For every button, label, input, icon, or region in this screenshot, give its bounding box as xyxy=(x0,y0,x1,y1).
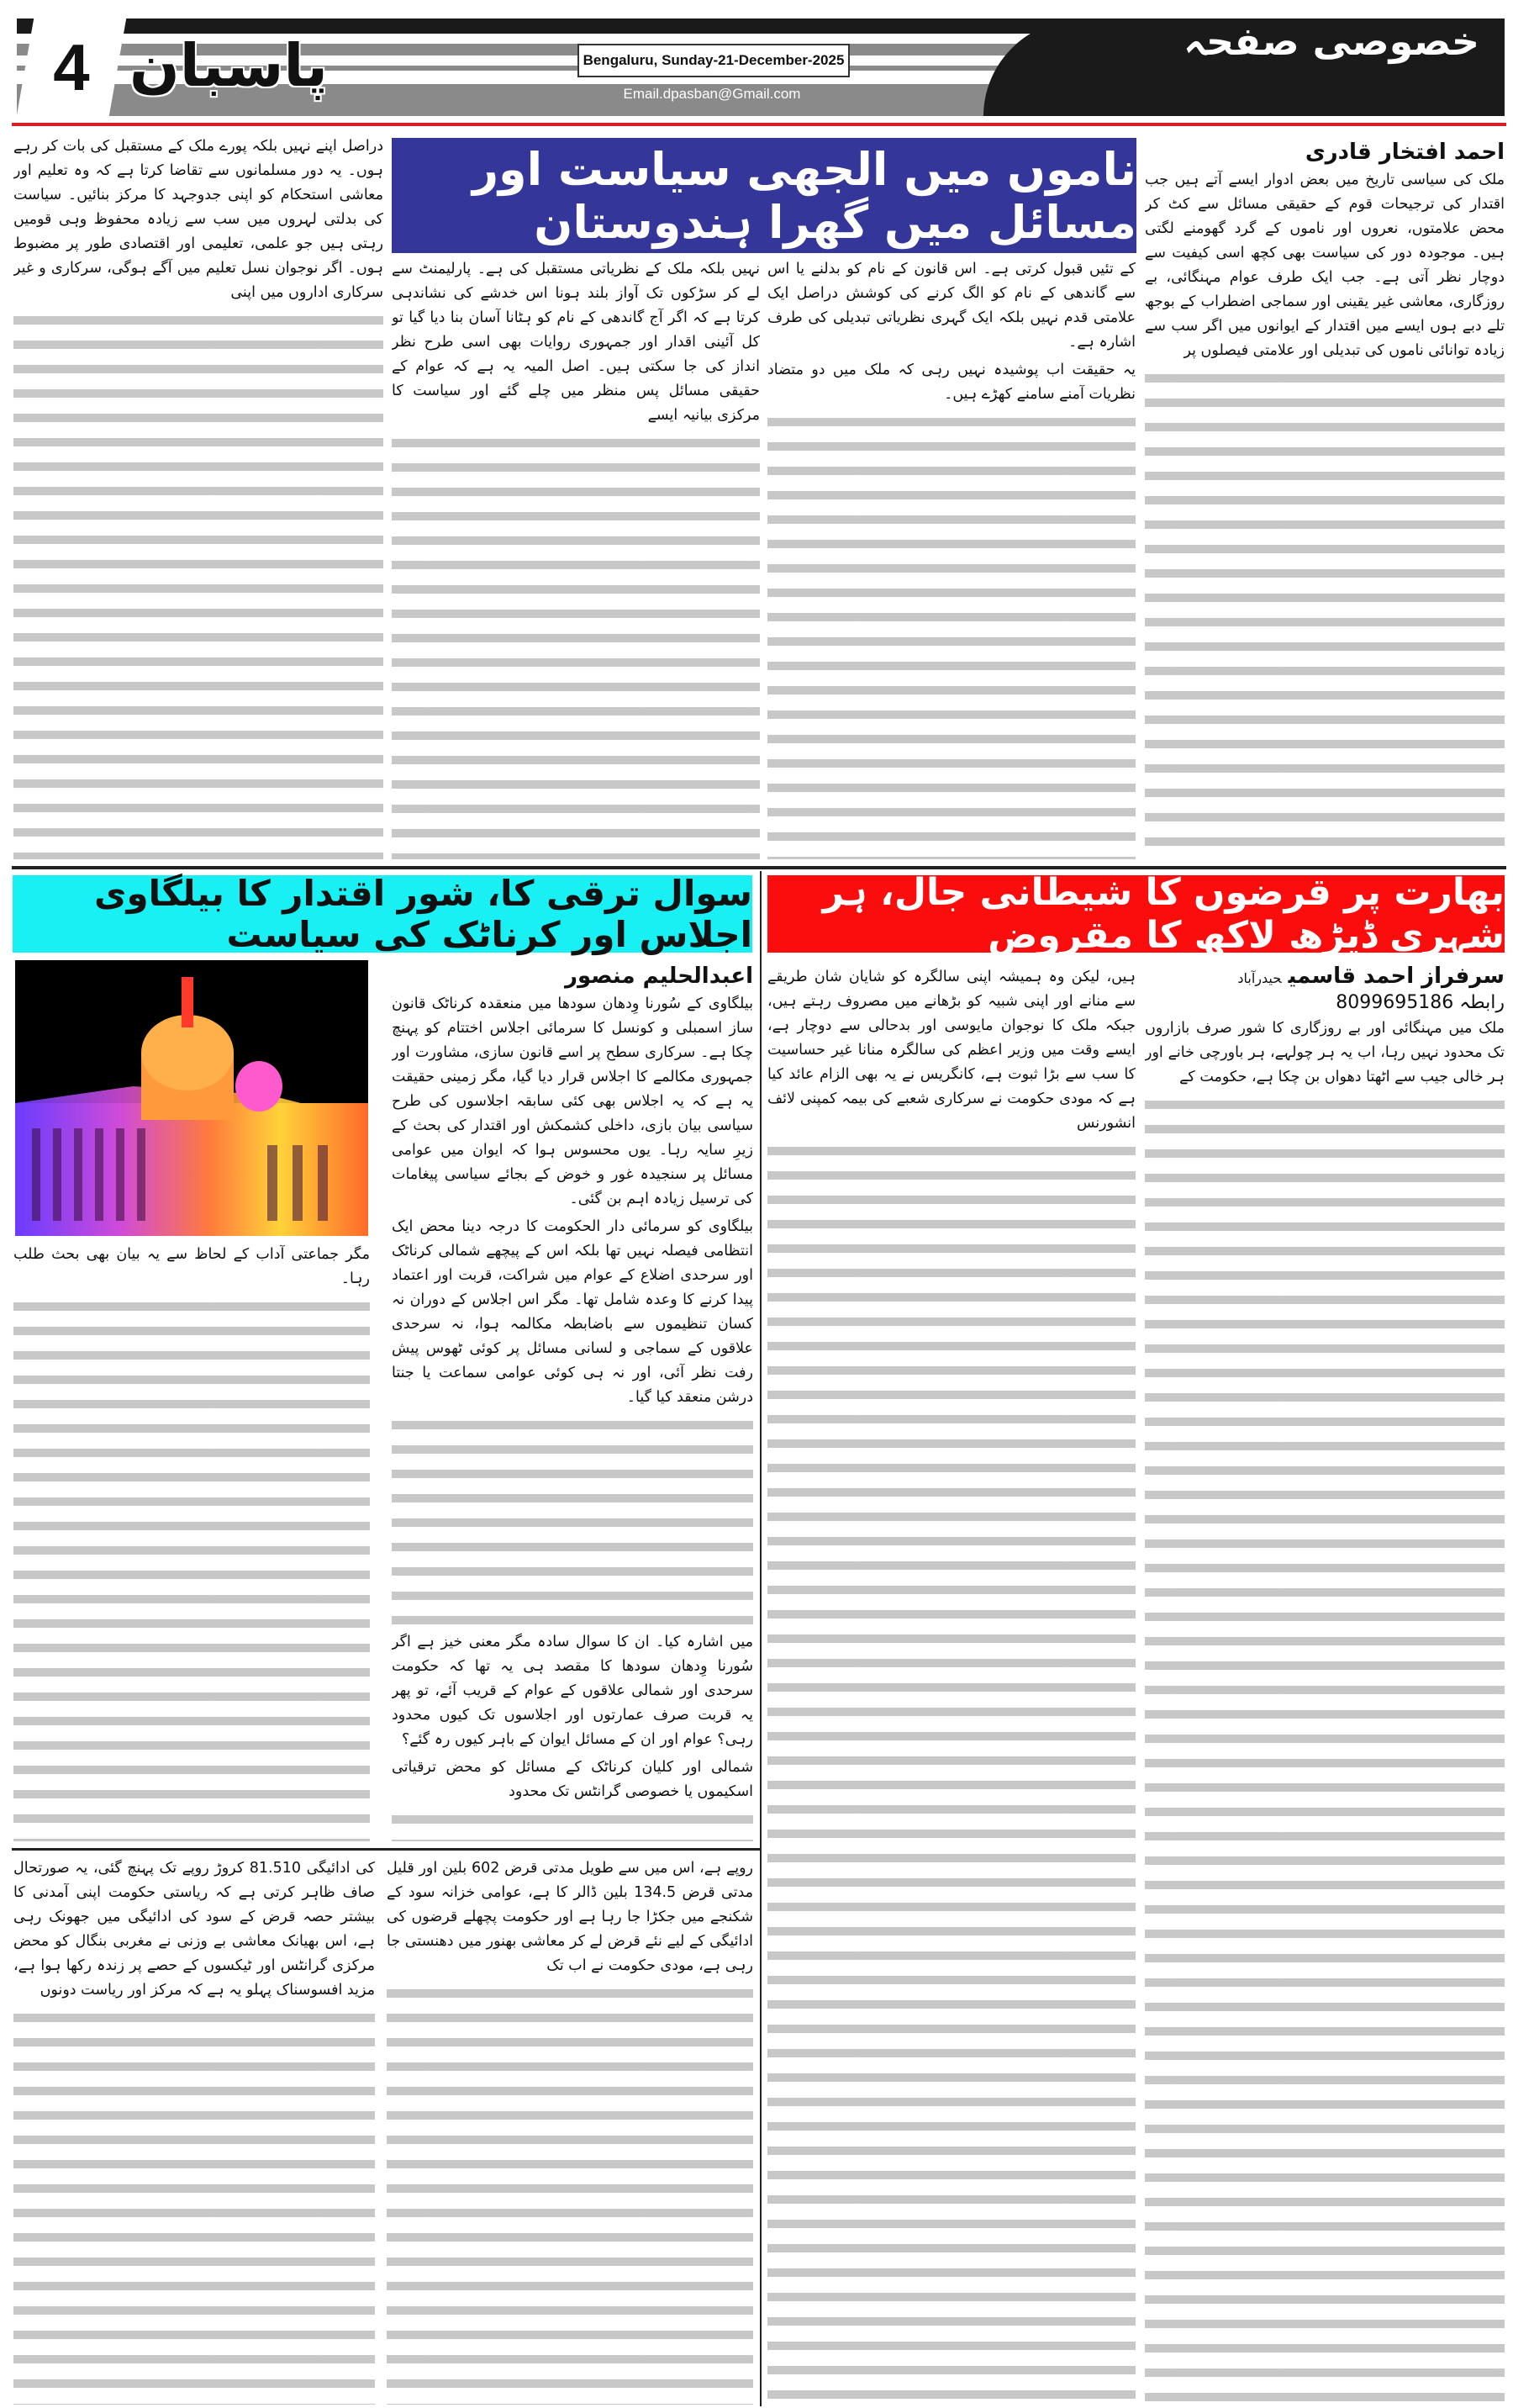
article-column xyxy=(1145,135,1505,859)
header-rule xyxy=(12,123,1506,126)
masthead xyxy=(17,18,1505,116)
section-divider xyxy=(12,866,1506,869)
text-continuation xyxy=(392,431,760,859)
article-column xyxy=(13,1856,375,2405)
headline: سوال ترقی کا، شور اقتدار کا بیلگاوی اجلاس اور کرناٹک کی سیاست xyxy=(94,873,752,955)
paragraph: بیلگاوی کو سرمائی دار الحکومت کا درجہ دینا محض ایک انتظامی فیصلہ نہیں تھا بلکہ اس کے پیچھے شمالی کرناٹک اور سرحدی اضلاع کے عوام میں شراکت، قربت اور اعتماد پیدا کرنے کا وعدہ شامل تھا۔ مگر اس اجلاس کے دوران نہ کسان تنظیموں سے باضابطہ مکالمہ ہوا، نہ سرحدی علاقوں کے سماجی و لسانی مسائل پر کوئی ٹھوس پیش رفت نظر آئی، اور نہ ہی کوئی عوامی سماعت یا جنتا درشن منعقد کیا گیا۔ xyxy=(392,1218,753,1406)
article-photo xyxy=(15,960,368,1236)
text-continuation xyxy=(1145,367,1505,859)
dateline: Bengaluru, Sunday-21-December-2025 xyxy=(577,44,850,77)
paragraph: ہیں، لیکن وہ ہمیشہ اپنی سالگرہ کو شایان شان طریقے سے منانے اور اپنی شبیہ کو بڑھانے میں مصروف رہتے ہیں، جبکہ ملک کا نوجوان مایوسی اور بدحالی سے دوچار ہے، ایسے وقت میں وزیر اعظم کی سالگرہ منانا غیر حساسیت کا سب سے بڑا ثبوت ہے، کانگریس نے یہ بھی الزام عائد کیا ہے کہ مودی حکومت نے سرکاری شعبے کی بیمہ کمپنی لائف انشورنس xyxy=(767,969,1136,1132)
text-continuation xyxy=(767,410,1136,859)
text-continuation xyxy=(13,309,383,859)
text-continuation xyxy=(387,1982,753,2405)
author-location: حیدرآباد xyxy=(1237,970,1282,986)
newspaper-logo: پاسبان xyxy=(129,31,328,100)
headline-banner-names xyxy=(392,138,1136,253)
headline-banner-debt xyxy=(767,871,1505,957)
article-column xyxy=(392,257,760,859)
article-column xyxy=(392,958,753,1841)
article-column xyxy=(767,965,1136,2405)
section-title: خصوصی صفحہ xyxy=(1184,18,1479,64)
text-continuation xyxy=(13,2006,375,2405)
headline-banner-belagavi xyxy=(13,875,752,953)
email-address[interactable]: Email.dpasban@Gmail.com xyxy=(623,86,801,102)
paragraph: کے تئیں قبول کرتی ہے۔ اس قانون کے نام کو بدلنے یا اس سے گاندھی کے نام کو الگ کرنے کی کوشش دراصل ایک علامتی قدم نہیں بلکہ ایک گہری نظریاتی تبدیلی کی طرف اشارہ ہے۔ xyxy=(767,261,1136,351)
text-continuation xyxy=(13,1295,370,1841)
author-byline: احمد افتخار قادری xyxy=(1305,140,1505,165)
paragraph: شمالی اور کلیان کرناٹک کے مسائل کو محض ترقیاتی اسکیموں یا خصوصی گرانٹس تک محدود xyxy=(392,1759,753,1800)
paragraph: یہ حقیقت اب پوشیدہ نہیں رہی کہ ملک میں دو متضاد نظریات آمنے سامنے کھڑے ہیں۔ xyxy=(767,362,1136,403)
paragraph: ملک کی سیاسی تاریخ میں بعض ادوار ایسے آتے ہیں جب اقتدار کی ترجیحات قوم کے حقیقی مسائل سے کٹ کر محض علامتوں، نعروں اور ناموں کے گرد گھومنے لگتی ہیں۔ موجودہ دور کی سیاست بھی کچھ اسی کیفیت سے دوچار نظر آتی ہے۔ جب ایک طرف عوام مہنگائی، بے روزگاری، معاشی غیر یقینی اور سماجی اضطراب کے بوجھ تلے دبے ہوں ایسے میں اقتدار کے ایوانوں میں اگر سب سے زیادہ توانائی ناموں کی تبدیلی اور علامتی فیصلوں پر xyxy=(1145,172,1505,359)
text-continuation xyxy=(1145,1093,1505,2405)
text-continuation xyxy=(392,1808,753,1841)
paragraph: کی ادائیگی 81.510 کروڑ روپے تک پہنچ گئی، یہ صورتحال صاف ظاہر کرتی ہے کہ ریاستی حکومت اپنی آمدنی کا بیشتر حصہ قرض کے سود کی ادائیگی میں جھونک رہی ہے، اس بھیانک معاشی بے وزنی نے مغربی بنگال کو محض مرکزی گرانٹس اور ٹیکسوں کے حصے پر زندہ رکھا ہوا ہے، مزید افسوسناک پہلو یہ ہے کہ مرکز اور ریاست دونوں xyxy=(13,1860,375,1999)
headline: ناموں میں الجھی سیاست اور مسائل میں گھرا ہندوستان xyxy=(472,142,1136,249)
author-byline: اعبدالحلیم منصور xyxy=(565,964,753,989)
article-column xyxy=(13,135,383,859)
article-column xyxy=(13,1243,370,1841)
text-continuation xyxy=(767,1139,1136,2405)
page-number: 4 xyxy=(17,18,126,116)
paragraph: دراصل اپنے نہیں بلکہ پورے ملک کے مستقبل کی بات کر رہے ہوں۔ یہ دور مسلمانوں سے تقاضا کرتا ہے کہ وہ تعلیم اور معاشی استحکام کو اپنی جدوجہد کا مرکز بنائیں۔ سیاست کی بدلتی لہروں میں سب سے زیادہ محفوظ وہی قومیں رہتی ہیں جو علمی، تعلیمی اور اقتصادی طور پر مضبوط ہوں۔ اگر نوجوان نسل تعلیم میں آگے ہوگی، سرکاری و غیر سرکاری اداروں میں اپنی xyxy=(13,138,383,301)
author-contact: رابطہ 8099695186 xyxy=(1336,992,1505,1013)
article-column xyxy=(1145,958,1505,2405)
article-column xyxy=(387,1856,753,2405)
paragraph: ملک میں مہنگائی اور بے روزگاری کا شور صرف بازاروں تک محدود نہیں رہا، اب یہ ہر چولہے، ہر باورچی خانے اور ہر خالی جیب سے اٹھتا دھواں بن چکا ہے، حکومت کے xyxy=(1145,1020,1505,1085)
paragraph: بیلگاوی کے سُورنا وِدھان سودھا میں منعقدہ کرناٹک قانون ساز اسمبلی و کونسل کا سرمائی اجلاس اختتام کو پہنچ چکا ہے۔ سرکاری سطح پر اسے قانون سازی، مشاورت اور جمہوری مکالمے کا اجلاس قرار دیا گیا، مگر زمینی حقیقت یہ ہے کہ یہ اجلاس بھی کئی سابقہ اجلاسوں کی طرح سیاسی بیان بازی، داخلی کشمکش اور اقتدار کی بحث کے زیرِ سایہ رہا۔ یوں محسوس ہوا کہ ایوان میں عوامی مسائل پر سنجیدہ غور و خوض کے بجائے سیاسی پیغامات کی ترسیل زیادہ اہم بن گئی۔ xyxy=(392,995,753,1207)
paragraph: میں اشارہ کیا۔ ان کا سوال سادہ مگر معنی خیز ہے اگر سُورنا وِدھان سودھا کا مقصد ہی یہ تھا کہ حکومت سرحدی اور شمالی علاقوں کے عوام کے قریب آئے، تو پھر یہ قربت صرف عمارتوں اور اجلاسوں تک کیوں محدود رہی؟ عوام اور ان کے مسائل ایوان کے باہر کیوں رہ گئے؟ xyxy=(392,1634,753,1748)
article-column xyxy=(767,257,1136,859)
headline: بھارت پر قرضوں کا شیطانی جال، ہر شہری ڈیڑھ لاکھ کا مقروض xyxy=(822,871,1505,957)
author-byline: سرفراز احمد قاسمیحیدرآباد xyxy=(1237,964,1505,989)
section-divider xyxy=(12,1848,760,1851)
paragraph: نہیں بلکہ ملک کے نظریاتی مستقبل کی ہے۔ پارلیمنٹ سے لے کر سڑکوں تک آواز بلند ہونا اس خدشے کی نشاندہی کرتا ہے کہ اگر آج گاندھی کے نام کو ہٹانا آسان بنا دیا گیا تو کل آئینی اقدار اور جمہوری روایات بھی اسی طرح نظر انداز کی جا سکتی ہیں۔ اصل المیہ یہ ہے کہ عوام کے حقیقی مسائل پس منظر میں چلے گئے اور سیاست کا مرکزی بیانیہ ایسے xyxy=(392,261,760,424)
column-divider xyxy=(760,871,762,2406)
paragraph: مگر جماعتی آداب کے لحاظ سے یہ بیان بھی بحث طلب رہا۔ xyxy=(13,1246,370,1287)
paragraph: روپے ہے، اس میں سے طویل مدتی قرض 602 بلین اور قلیل مدتی قرض 134.5 بلین ڈالر کا ہے، عوامی خزانہ سود کے شکنجے میں جکڑا جا رہا ہے اور حکومت پچھلے قرضوں کی ادائیگی کے لیے نئے قرض لے کر معاشی بھنور میں دھنستی جا رہی ہے، مودی حکومت نے اب تک xyxy=(387,1860,753,1974)
text-continuation xyxy=(392,1413,753,1630)
